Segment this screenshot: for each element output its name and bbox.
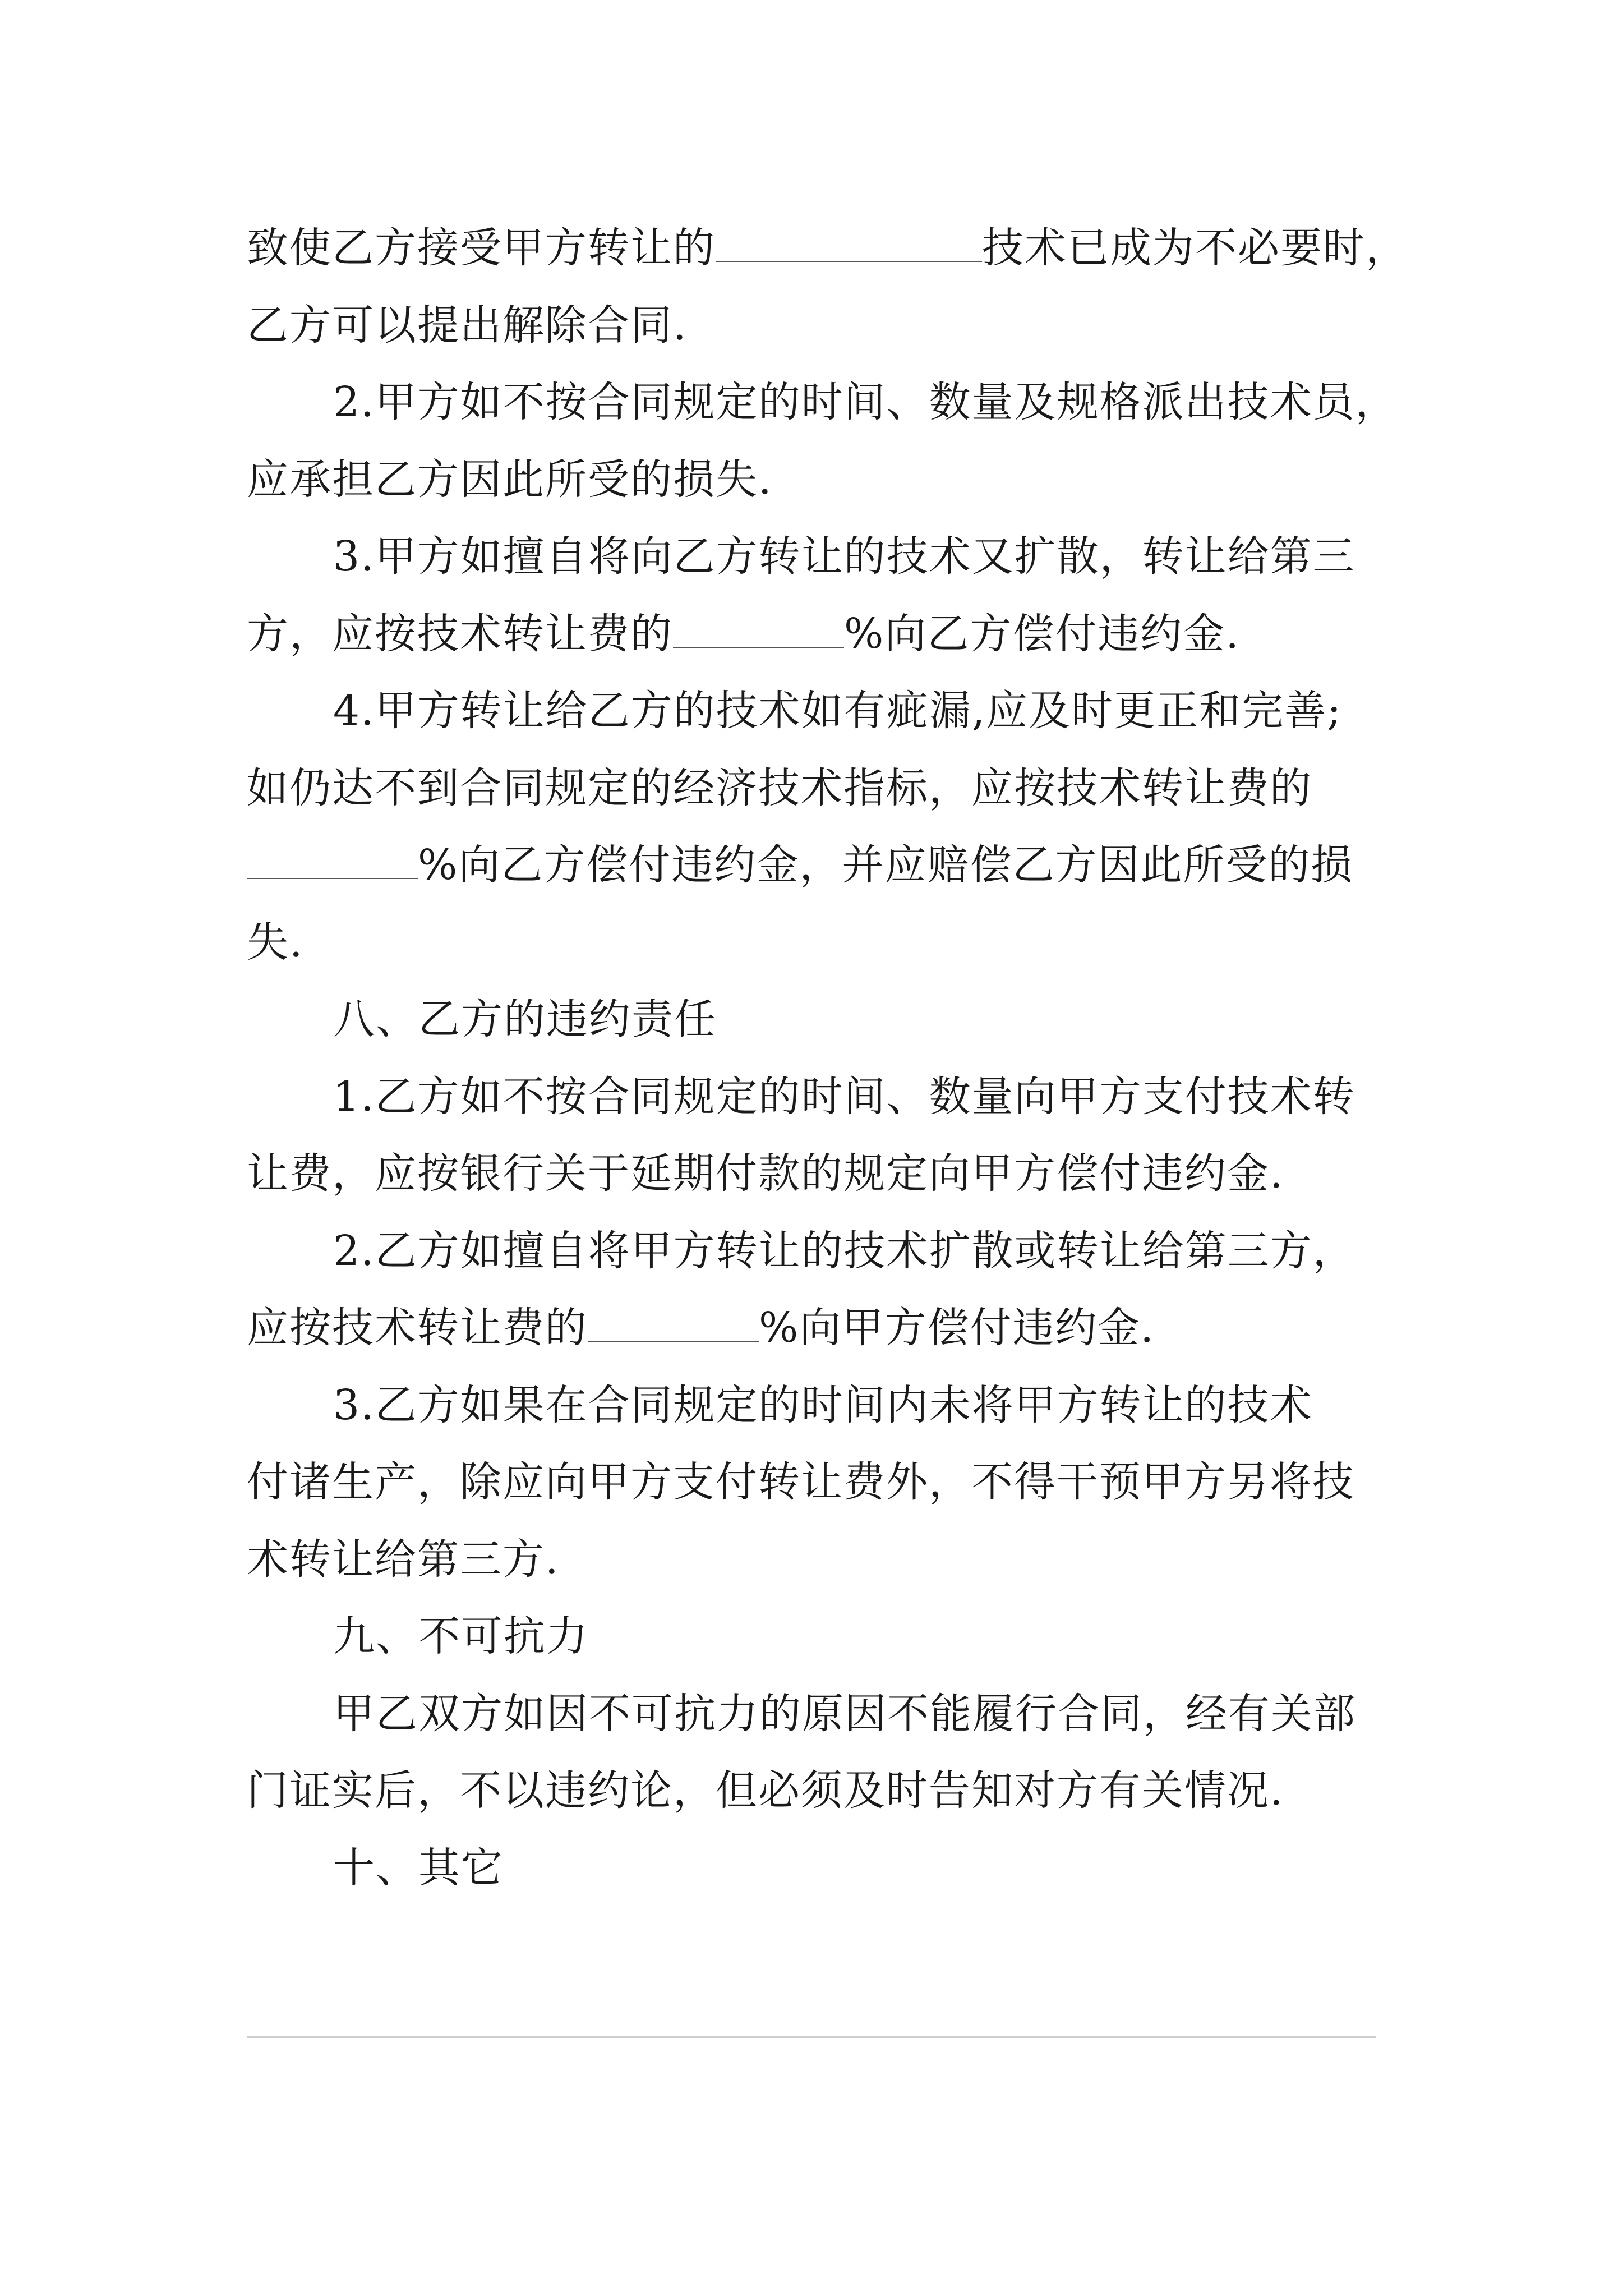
text-line: 应承担乙方因此所受的损失. — [247, 455, 773, 504]
text-segment: 应按技术转让费的 — [247, 1304, 588, 1352]
text-line — [247, 606, 1240, 662]
text-segment: 致使乙方接受甲方转让的 — [247, 224, 716, 272]
text-line: 4.甲方转让给乙方的技术如有疵漏,应及时更正和完善; — [333, 687, 1343, 735]
section-heading: 八、乙方的违约责任 — [333, 995, 717, 1043]
text-line: 3.甲方如擅自将向乙方转让的技术又扩散，转让给第三 — [333, 532, 1355, 581]
section-heading: 九、不可抗力 — [333, 1612, 589, 1660]
fill-in-blank — [716, 222, 982, 262]
text-line: 术转让给第三方. — [247, 1535, 560, 1584]
section-heading: 十、其它 — [333, 1844, 504, 1892]
text-line — [247, 837, 1353, 893]
fill-in-blank — [247, 839, 418, 879]
text-line — [247, 1300, 1155, 1356]
text-line: 1.乙方如不按合同规定的时间、数量向甲方支付技术转 — [333, 1073, 1355, 1121]
fill-in-blank — [673, 608, 844, 648]
text-line: 付诸生产，除应向甲方支付转让费外，不得干预甲方另将技 — [247, 1458, 1355, 1506]
text-line: 乙方可以提出解除合同. — [247, 301, 688, 349]
footer-divider — [247, 2036, 1376, 2038]
text-segment: 方，应按技术转让费的 — [247, 610, 673, 658]
text-line: 让费，应按银行关于延期付款的规定向甲方偿付违约金. — [247, 1149, 1284, 1198]
text-segment: %向甲方偿付违约金. — [759, 1304, 1155, 1352]
text-segment: 技术已成为不必要时， — [982, 224, 1408, 272]
text-line: 失. — [247, 918, 304, 967]
text-line: 门证实后，不以违约论，但必须及时告知对方有关情况. — [247, 1766, 1284, 1815]
text-line: 甲乙双方如因不可抗力的原因不能履行合同，经有关部 — [333, 1690, 1356, 1738]
text-line: 2.甲方如不按合同规定的时间、数量及规格派出技术员， — [333, 378, 1398, 426]
text-segment: %向乙方偿付违约金，并应赔偿乙方因此所受的损 — [418, 841, 1354, 889]
fill-in-blank — [588, 1301, 759, 1342]
text-line — [247, 220, 1408, 276]
text-line: 如仍达不到合同规定的经济技术指标，应按技术转让费的 — [247, 764, 1312, 812]
text-line: 3.乙方如果在合同规定的时间内未将甲方转让的技术 — [333, 1381, 1313, 1429]
text-segment: %向乙方偿付违约金. — [844, 610, 1240, 658]
text-line: 2.乙方如擅自将甲方转让的技术扩散或转让给第三方， — [333, 1227, 1355, 1275]
